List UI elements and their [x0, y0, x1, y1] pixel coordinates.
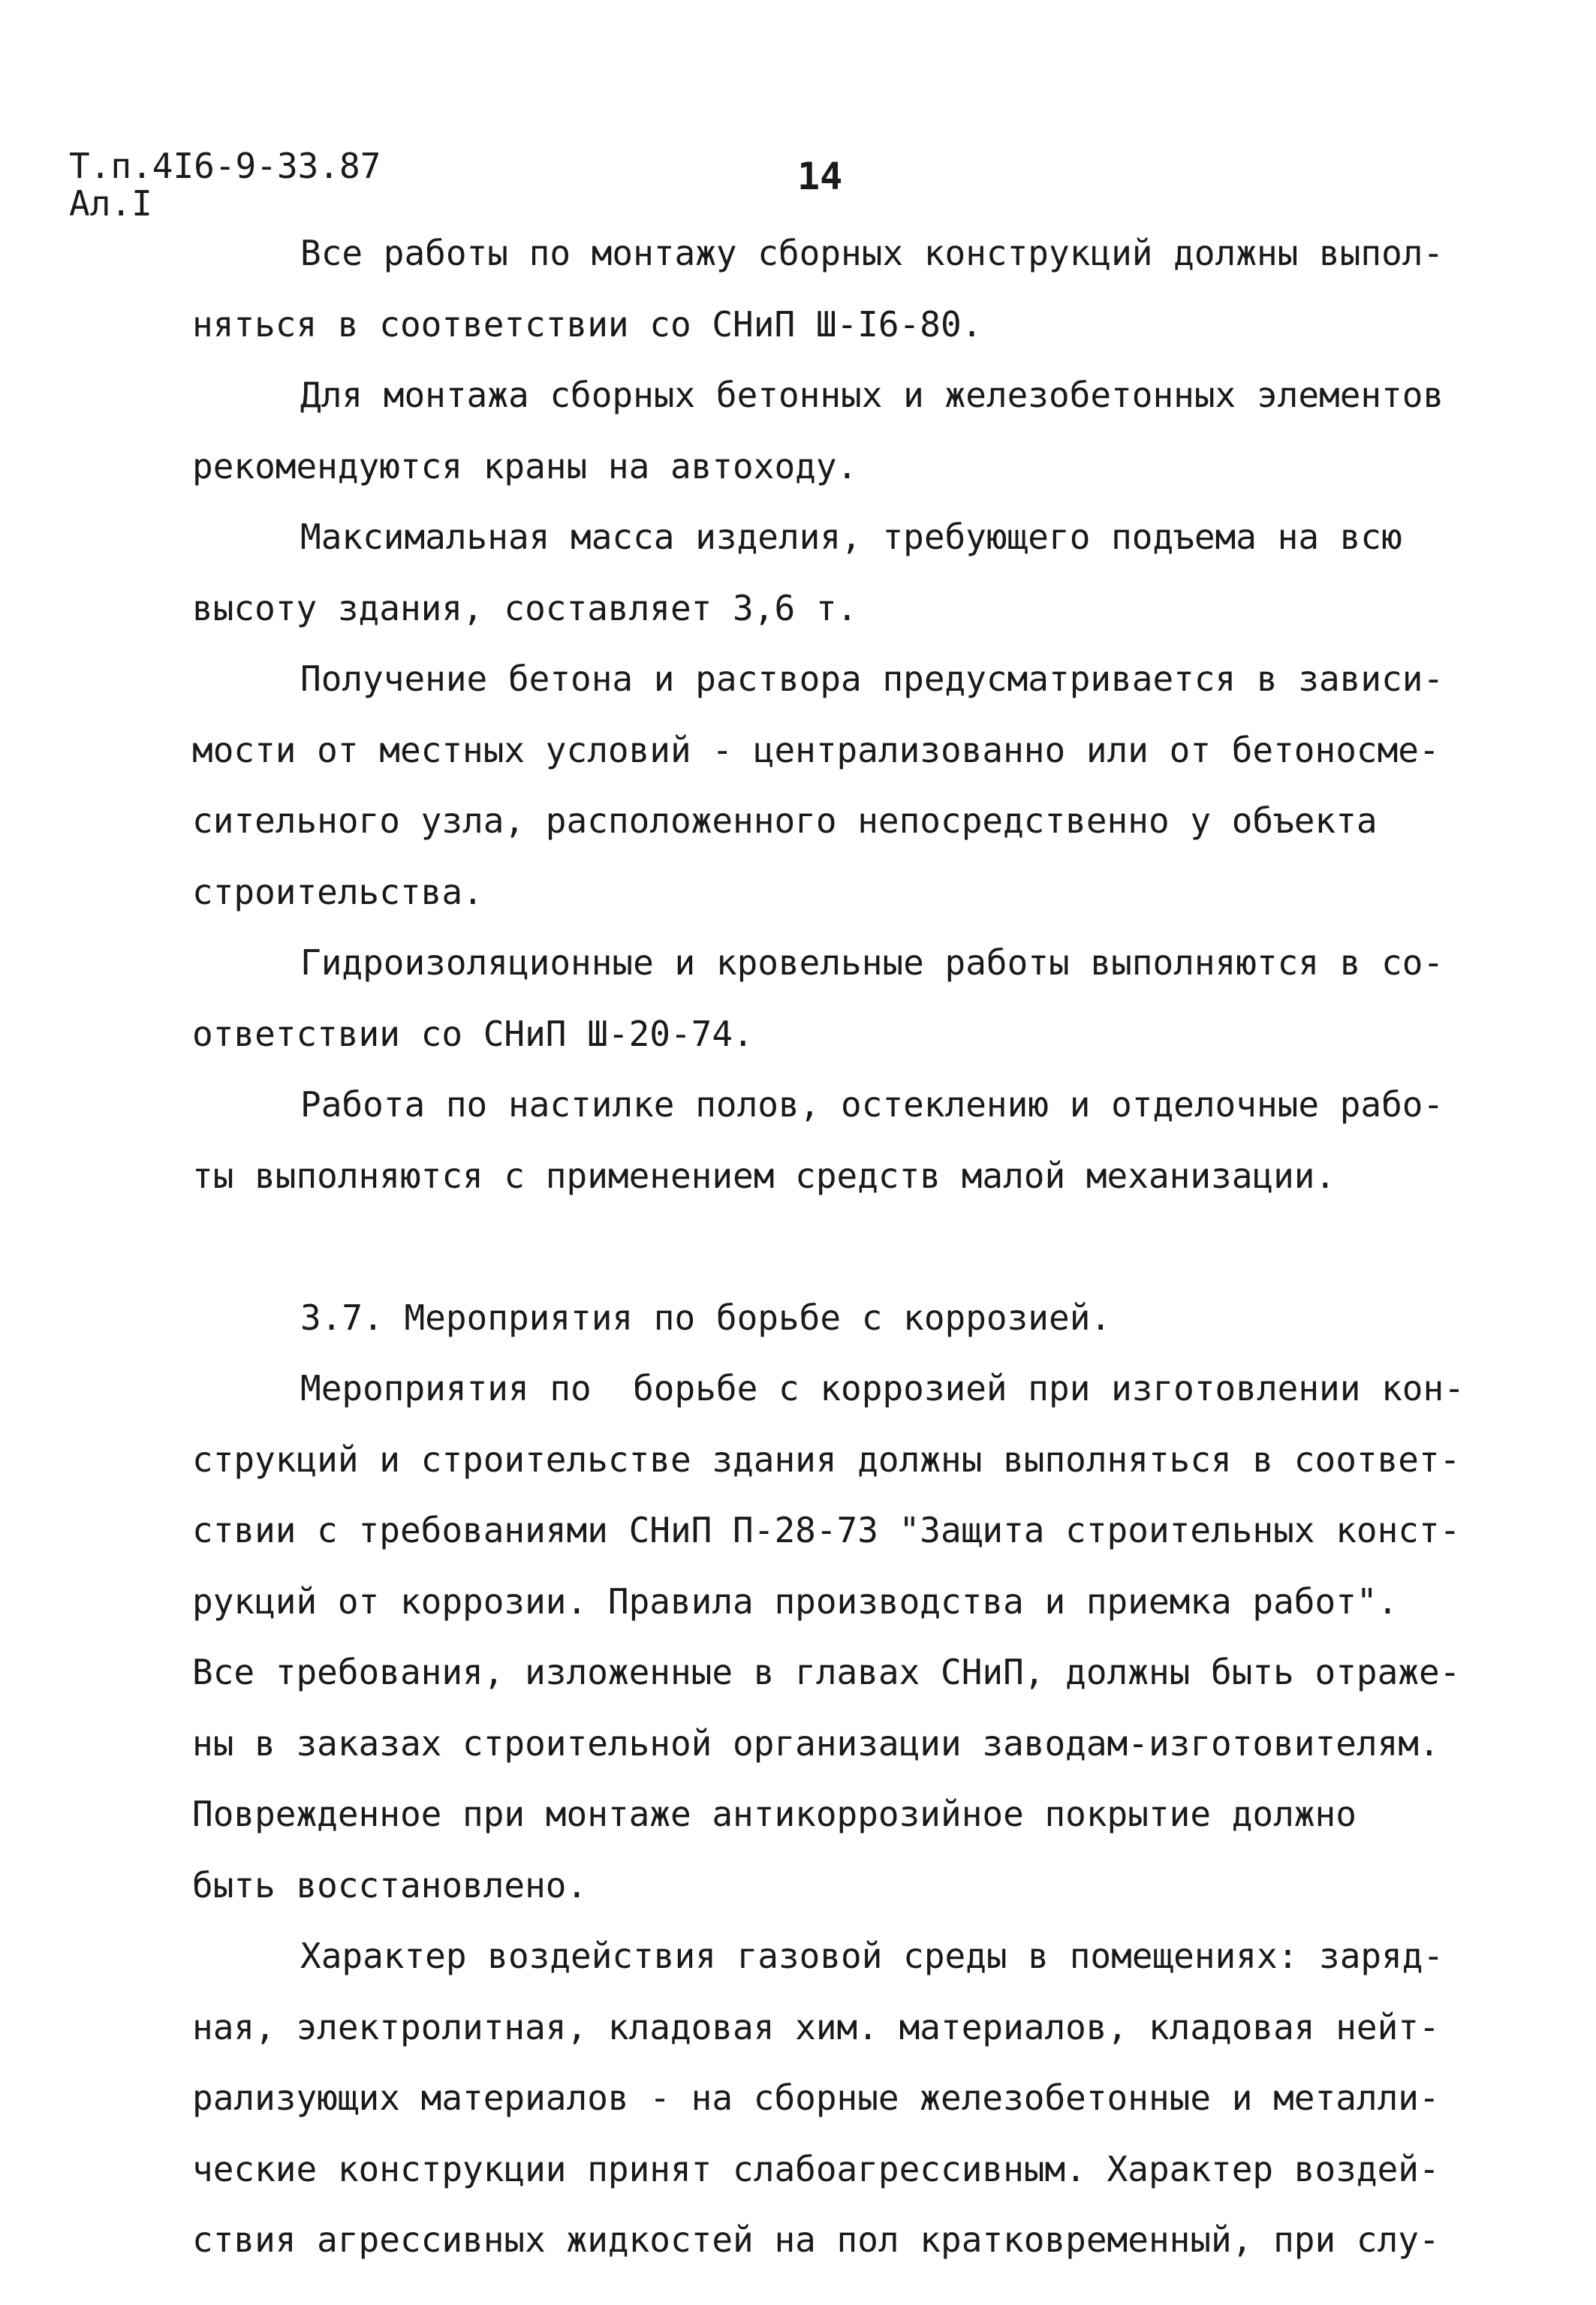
text-line: струкций и строительстве здания должны выполняться в соответ-	[192, 1439, 1461, 1480]
text-line: Поврежденное при монтаже антикоррозийное покрытие должно	[192, 1794, 1357, 1834]
page-number: 14	[797, 155, 843, 198]
text-line: ствия агрессивных жидкостей на пол кратковременный, при слу-	[192, 2219, 1440, 2260]
text-line: ствии с требованиями СНиП П-28-73 "Защита строительных конст-	[192, 1510, 1461, 1550]
text-line: строительства.	[192, 871, 483, 912]
text-line: Для монтажа сборных бетонных и железобетонных элементов	[300, 375, 1444, 415]
document-code-line: Т.п.4I6-9-33.87	[69, 146, 381, 186]
blank-line	[192, 1211, 1498, 1282]
text-line: мости от местных условий - централизованно или от бетоносме-	[192, 729, 1440, 770]
text-line: Мероприятия по борьбе с коррозией при изготовлении кон-	[300, 1368, 1465, 1409]
document-code	[69, 147, 381, 222]
sheet-label: Ал.I	[69, 183, 152, 224]
text-line: ческие конструкции принят слабоагрессивным. Характер воздей-	[192, 2148, 1440, 2189]
text-line: Все требования, изложенные в главах СНиП, должны быть отраже-	[192, 1652, 1461, 1692]
text-line: Все работы по монтажу сборных конструкций должны выпол-	[300, 233, 1444, 273]
text-line: рукций от коррозии. Правила производства и приемка работ".	[192, 1580, 1399, 1622]
text-line: Работа по настилке полов, остеклению и отделочные рабо-	[300, 1084, 1444, 1125]
text-line: Характер воздействия газовой среды в помещениях: заряд-	[300, 1936, 1444, 1976]
text-line: ты выполняются с применением средств малой механизации.	[192, 1155, 1336, 1196]
text-line: ответствии со СНиП Ш-20-74.	[192, 1013, 754, 1054]
text-line: быть восстановлено.	[192, 1864, 588, 1906]
text-line: няться в соответствии со СНиП Ш-I6-80.	[192, 303, 983, 345]
text-line: Максимальная масса изделия, требующего подъема на всю	[300, 517, 1402, 557]
text-line: ная, электролитная, кладовая хим. материалов, кладовая нейт-	[192, 2006, 1440, 2047]
text-line: Гидроизоляционные и кровельные работы выполняются в со-	[300, 942, 1444, 983]
text-line: ны в заказах строительной организации заводам-изготовителям.	[192, 1722, 1440, 1764]
text-line: высоту здания, составляет 3,6 т.	[192, 587, 858, 628]
text-line: рекомендуются краны на автоходу.	[192, 445, 858, 487]
body-text	[192, 218, 1498, 2276]
section-heading: 3.7. Мероприятия по борьбе с коррозией.	[300, 1297, 1112, 1338]
text-line: сительного узла, расположенного непосредственно у объекта	[192, 800, 1378, 841]
text-line: рализующих материалов - на сборные железобетонные и металли-	[192, 2078, 1440, 2118]
text-line: Получение бетона и раствора предусматривается в зависи-	[300, 658, 1444, 699]
